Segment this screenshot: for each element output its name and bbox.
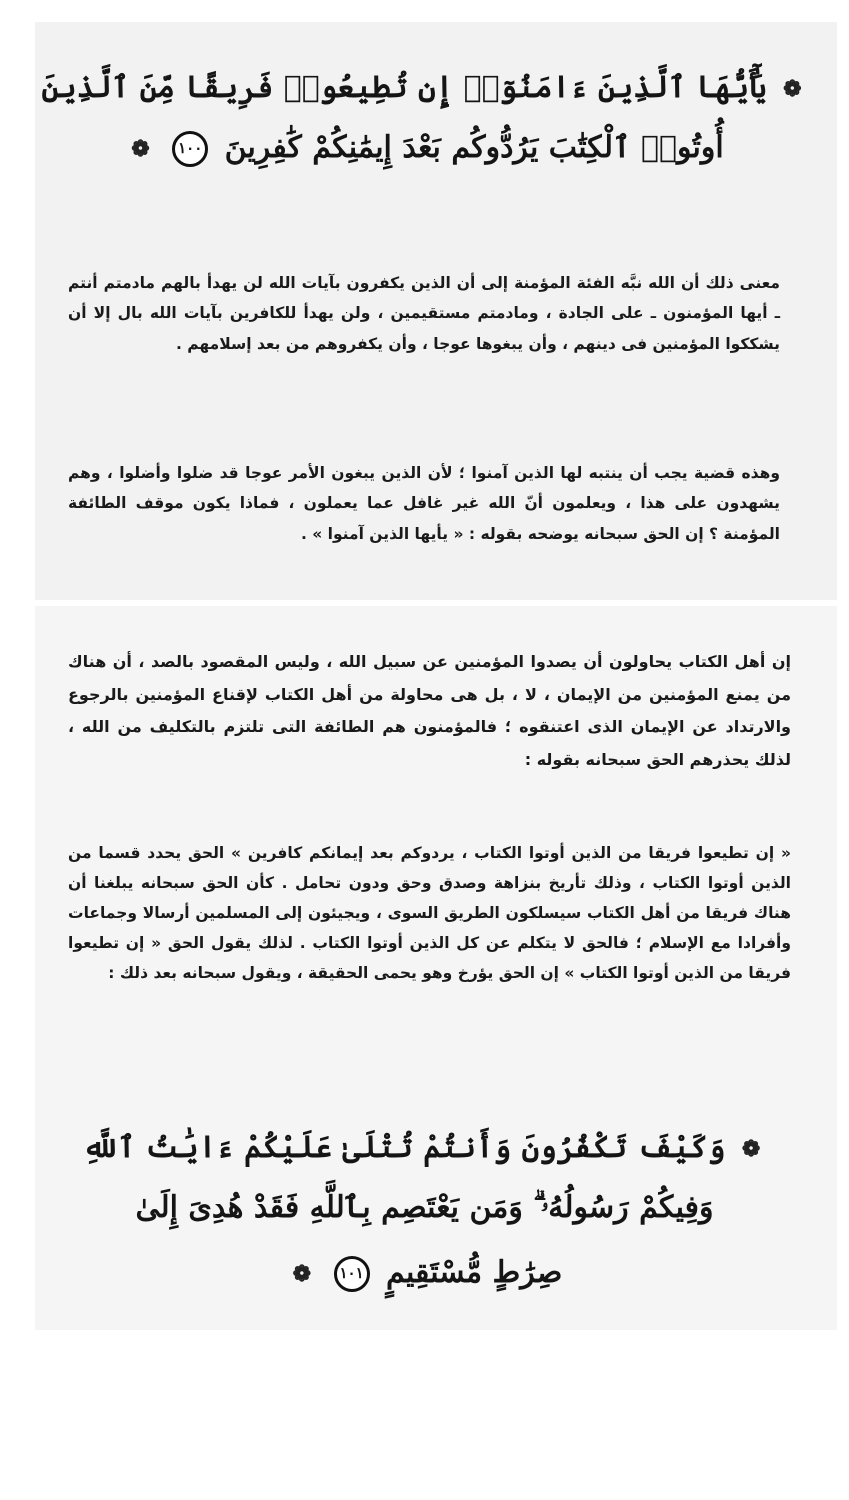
verse-101-line-1-text: وَكَيْفَ تَكْفُرُونَ وَأَنتُمْ تُتْلَىٰ عَلَيْكُمْ ءَايَٰتُ ٱللَّهِ [82, 1130, 726, 1165]
verse-101-line-3-text: صِرَٰطٍ مُّسْتَقِيمٍ [386, 1255, 563, 1290]
quran-verse-101 [0, 1130, 849, 1320]
verse-101-line-3 [0, 1255, 849, 1292]
verse-101-line-1 [0, 1130, 849, 1165]
floral-ornament-icon: ❁ [131, 136, 150, 162]
commentary-paragraph-1: معنى ذلك أن الله نبَّه الفئة المؤمنة إلى أن الذين يكفرون بآيات الله لن يهدأ بالهم مادمتم أنتم ـ أيها المؤمنون ـ على الجادة ، ومادمتم مستقيمين ، ولن يهدأ للكافرين بآيات الله بال إلا أن يشككوا المؤمنين فى دينهم ، وأن يبغوها عوجا ، وأن يكفروهم من بعد إسلامهم . [68, 273, 780, 353]
verse-100-line-1-text: يَٰٓأَيُّهَا ٱلَّذِينَ ءَامَنُوٓا۟ إِن تُطِيعُوا۟ فَرِيقًا مِّنَ ٱلَّذِينَ [41, 70, 767, 105]
floral-ornament-icon: ❁ [783, 76, 802, 102]
floral-ornament-icon: ❁ [292, 1261, 312, 1287]
verse-100-line-1 [0, 70, 849, 105]
commentary-paragraph-4: « إن تطيعوا فريقا من الذين أوتوا الكتاب ، يردوكم بعد إيمانكم كافرين » الحق يحدد قسما من الذين أوتوا الكتاب ، وذلك تأريخ بنزاهة وصدق وحق ودون تحامل . كأن الحق سبحانه يبلغنا أن هناك فريقا من أهل الكتاب سيسلكون الطريق السوى ، ويجيئون إلى المسلمين أرسالا وجماعات وأفرادا مع الإسلام ؛ فالحق لا يتكلم عن كل الذين أوتوا الكتاب . لذلك يقول الحق « إن تطيعوا فريقا من الذين أوتوا الكتاب » إن الحق يؤرخ وهو يحمى الحقيقة ، ويقول سبحانه بعد ذلك : [68, 843, 791, 982]
verse-100-line-2-text: أُوتُوا۟ ٱلْكِتَٰبَ يَرُدُّوكُم بَعْدَ إِيمَٰنِكُمْ كَٰفِرِينَ [224, 130, 724, 165]
commentary-paragraph-3: إن أهل الكتاب يحاولون أن يصدوا المؤمنين عن سبيل الله ، وليس المقصود بالصد ، أن هناك من يمنع المؤمنين من الإيمان ، لا ، بل هى محاولة من أهل الكتاب لإقناع المؤمنين بالرجوع والارتداد عن الإيمان الذى اعتنقوه ؛ فالمؤمنون هم الطائفة التى تلتزم بالتكليف من الله ، لذلك يحذرهم الحق سبحانه بقوله : [68, 652, 791, 769]
floral-ornament-icon: ❁ [741, 1136, 761, 1162]
ayah-number-badge: ١٠٠ [172, 131, 208, 167]
verse-101-line-2 [0, 1190, 849, 1225]
verse-101-line-2-text: وَفِيكُمْ رَسُولُهُۥ ۗ وَمَن يَعْتَصِم بِٱللَّهِ فَقَدْ هُدِىَ إِلَىٰ [135, 1190, 714, 1225]
verse-100-line-2 [0, 130, 849, 167]
ayah-number-badge: ١٠١ [334, 1256, 370, 1292]
commentary-paragraph-2: وهذه قضية يجب أن ينتبه لها الذين آمنوا ؛ لأن الذين يبغون الأمر عوجا قد ضلوا وأضلوا ، وهم يشهدون على هذا ، ويعلمون أنّ الله غير غافل عما يعملون ، فماذا يكون موقف الطائفة المؤمنة ؟ إن الحق سبحانه يوضحه بقوله : « يأيها الذين آمنوا » . [68, 463, 780, 543]
quran-verse-100 [0, 70, 849, 190]
